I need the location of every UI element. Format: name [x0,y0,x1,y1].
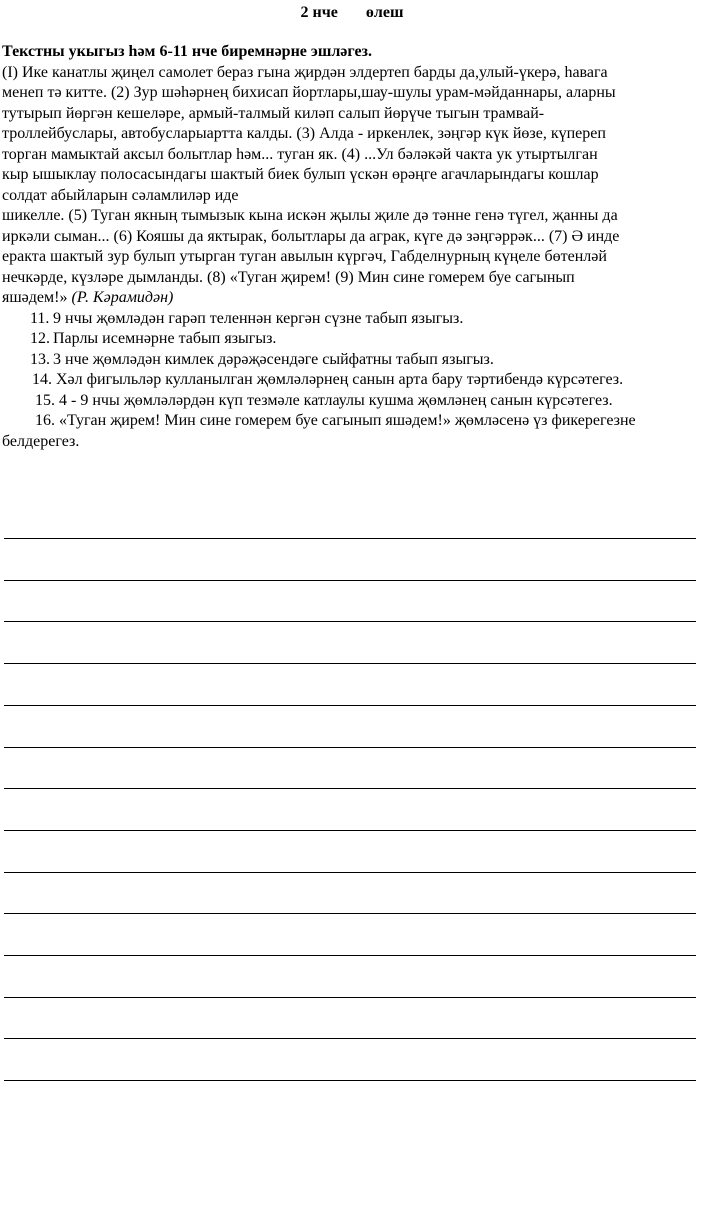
text-line: троллейбуслары, автобусларыартта калды. (3) Алда - иркенлек, зәңгәр күк йөзе, күпереп [2,125,606,142]
answer-line [4,955,696,956]
text-ending: яшәдем!» [2,289,68,306]
task-text: 9 нчы җөмләдән гарәп теленнән кергән сүзне табып языгыз. [53,309,464,327]
answer-line [4,1038,696,1039]
reading-text [2,63,702,309]
text-line: менеп тә китте. (2) Зур шәһәрнең бихисап йортлары,шау-шулы урам-мәйданнары, аларны [2,84,616,101]
text-line: иркәли сыман... (6) Кояшы да яктырак, болытлары да аграк, күге дә зәңгәррәк... (7) Ә инде [2,227,620,245]
task-list [2,309,702,453]
answer-line [4,705,696,706]
answer-line [4,872,696,873]
task-item [2,370,702,391]
text-line: шикелле. (5) Туган якның тымызык кына искән җылы җиле дә тәнне генә түгел, җанны да [2,207,618,224]
part-word: өлеш [365,4,404,21]
text-line: кыр ышыклау полосасындагы шактый биек булып үскән өрәңге агачларындагы кошлар [2,166,599,183]
text-line: еракта шактый зур булып утырган туган авылын күргәч, Габделнурның күңеле бөтенләй [2,248,607,265]
answer-line [4,1080,696,1081]
task-number: 12. [30,330,50,347]
answer-line [4,747,696,748]
task-item [2,309,702,330]
task-item [2,329,702,350]
task-text: «Туган җирем! Мин сине гомерем буе сагынып яшәдем!» җөмләсенә үз фикерегезне белдерегез. [2,412,636,450]
task-text: Хәл фигыльләр кулланылган җөмләләрнең санын арта бару тәртибендә күрсәтегез. [56,371,624,388]
task-text: Парлы исемнәрне табып языгыз. [53,330,277,347]
task-item [2,391,702,412]
answer-line [4,663,696,664]
answer-line [4,830,696,831]
answer-line [4,621,696,622]
text-line: солдат абыйларын сәламлиләр иде [2,186,239,204]
text-author: (Р. Кәрамидән) [71,289,174,306]
text-line: тутырып йөргән кешеләре, армый-талмый киләп салып йөрүче тыгын трамвай- [2,104,545,122]
main-content [2,42,702,452]
text-line: (I) Ике канатлы җиңел самолет бераз гына җирдән элдертеп барды да,улый-үкерә, һавага [2,63,608,81]
page-title [0,3,704,23]
task-number: 15. [35,391,55,409]
answer-line [4,538,696,539]
text-line: нечкәрде, күзләре дымланды. (8) «Туган җирем! (9) Мин сине гомерем буе сагынып [2,268,575,286]
task-number: 16. [35,412,55,429]
task-item [2,350,702,371]
part-number: 2 нче [300,4,338,21]
text-line: торган мамыктай аксыл болытлар һәм... туган як. (4) ...Ул бәләкәй чакта ук утыртылган [2,145,598,163]
task-item [2,411,702,452]
answer-line [4,788,696,789]
task-number: 11. [30,309,50,327]
task-text: 4 - 9 нчы җөмләләрдән күп тезмәле катлаулы кушма җөмләнең санын күрсәтегез. [59,391,613,409]
answer-line [4,580,696,581]
task-text: 3 нче җөмләдән кимлек дәрәҗәсендәге сыйфатны табып языгыз. [53,350,494,368]
text-line-last [2,288,702,309]
task-number: 14. [32,371,52,388]
task-number: 13. [30,350,50,368]
instruction-heading: Текстны укыгыз һәм 6-11 нче биремнәрне эшләгез. [2,43,372,60]
answer-line [4,913,696,914]
answer-line [4,997,696,998]
